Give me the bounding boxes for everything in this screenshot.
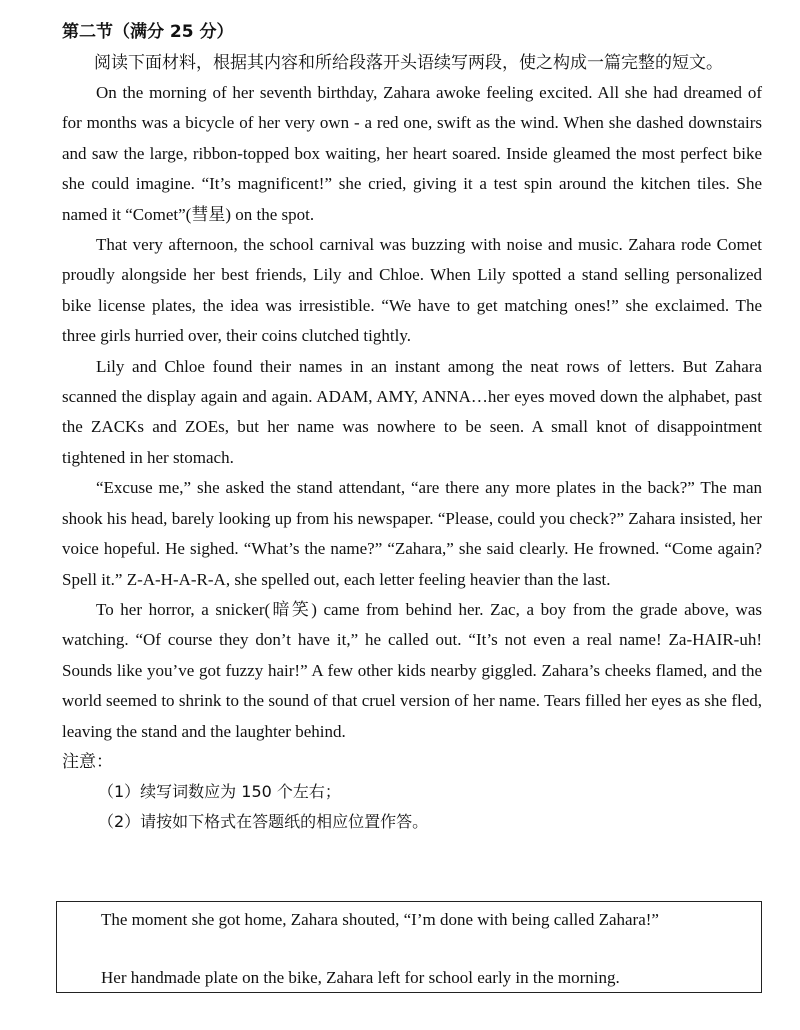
- task-instruction: 阅读下面材料，根据其内容和所给段落开头语续写两段，使之构成一篇完整的短文。: [94, 53, 723, 73]
- story-passage: [62, 78, 762, 747]
- passage-paragraph: To her horror, a snicker(暗笑) came from behind her. Zac, a boy from the grade above, was watching. “Of course they don’t have it,” he called out. “It’s not even a real name! Za-HAIR-uh! Sounds like you’ve got fuzzy hair!” A few other kids nearby giggled. Zahara’s cheeks flamed, and the world seemed to shrink to the sound of that cruel version of her name. Tears filled her eyes as she fled, leaving the stand and the laughter behind.: [62, 599, 762, 741]
- note-item: （1）续写词数应为 150 个左右；: [98, 781, 341, 801]
- paragraph-opener-1: The moment she got home, Zahara shouted, “I’m done with being called Zahara!”: [101, 910, 659, 929]
- passage-paragraph: That very afternoon, the school carnival was buzzing with noise and music. Zahara rode Comet proudly alongside her best friends, Lily and Chloe. When Lily spotted a stand selling personalized bike license plates, the idea was irresistible. “We have to get matching ones!” she exclaimed. The three girls hurried over, their coins clutched tightly.: [62, 235, 762, 346]
- section-title: 第二节（满分 25 分）: [62, 22, 234, 42]
- answer-format-box: [56, 901, 762, 993]
- passage-paragraph: On the morning of her seventh birthday, Zahara awoke feeling excited. All she had dreamed of for months was a bicycle of her very own - a red one, swift as the wind. When she dashed downstairs and saw the large, ribbon-topped box waiting, her heart soared. Inside gleamed the most perfect bike she could imagine. “It’s magnificent!” she cried, giving it a test spin around the kitchen tiles. She named it “Comet”(彗星) on the spot.: [62, 83, 762, 224]
- exam-page: [62, 18, 762, 837]
- passage-paragraph: Lily and Chloe found their names in an instant among the neat rows of letters. But Zahara scanned the display again and again. ADAM, AMY, ANNA…her eyes moved down the alphabet, past the ZACKs and ZOEs, but her name was nowhere to be seen. A small knot of disappointment tightened in her stomach.: [62, 356, 762, 467]
- note-item: （2）请按如下格式在答题纸的相应位置作答。: [98, 811, 429, 831]
- passage-paragraph: “Excuse me,” she asked the stand attendant, “are there any more plates in the back?” The man shook his head, barely looking up from his newspaper. “Please, could you check?” Zahara insisted, her voice hopeful. He sighed. “What’s the name?” “Zahara,” she said clearly. He frowned. “Come again? Spell it.” Z-A-H-A-R-A, she spelled out, each letter feeling heavier than the last.: [62, 478, 762, 589]
- notes-label: 注意：: [62, 751, 113, 772]
- paragraph-opener-2: Her handmade plate on the bike, Zahara left for school early in the morning.: [101, 968, 620, 987]
